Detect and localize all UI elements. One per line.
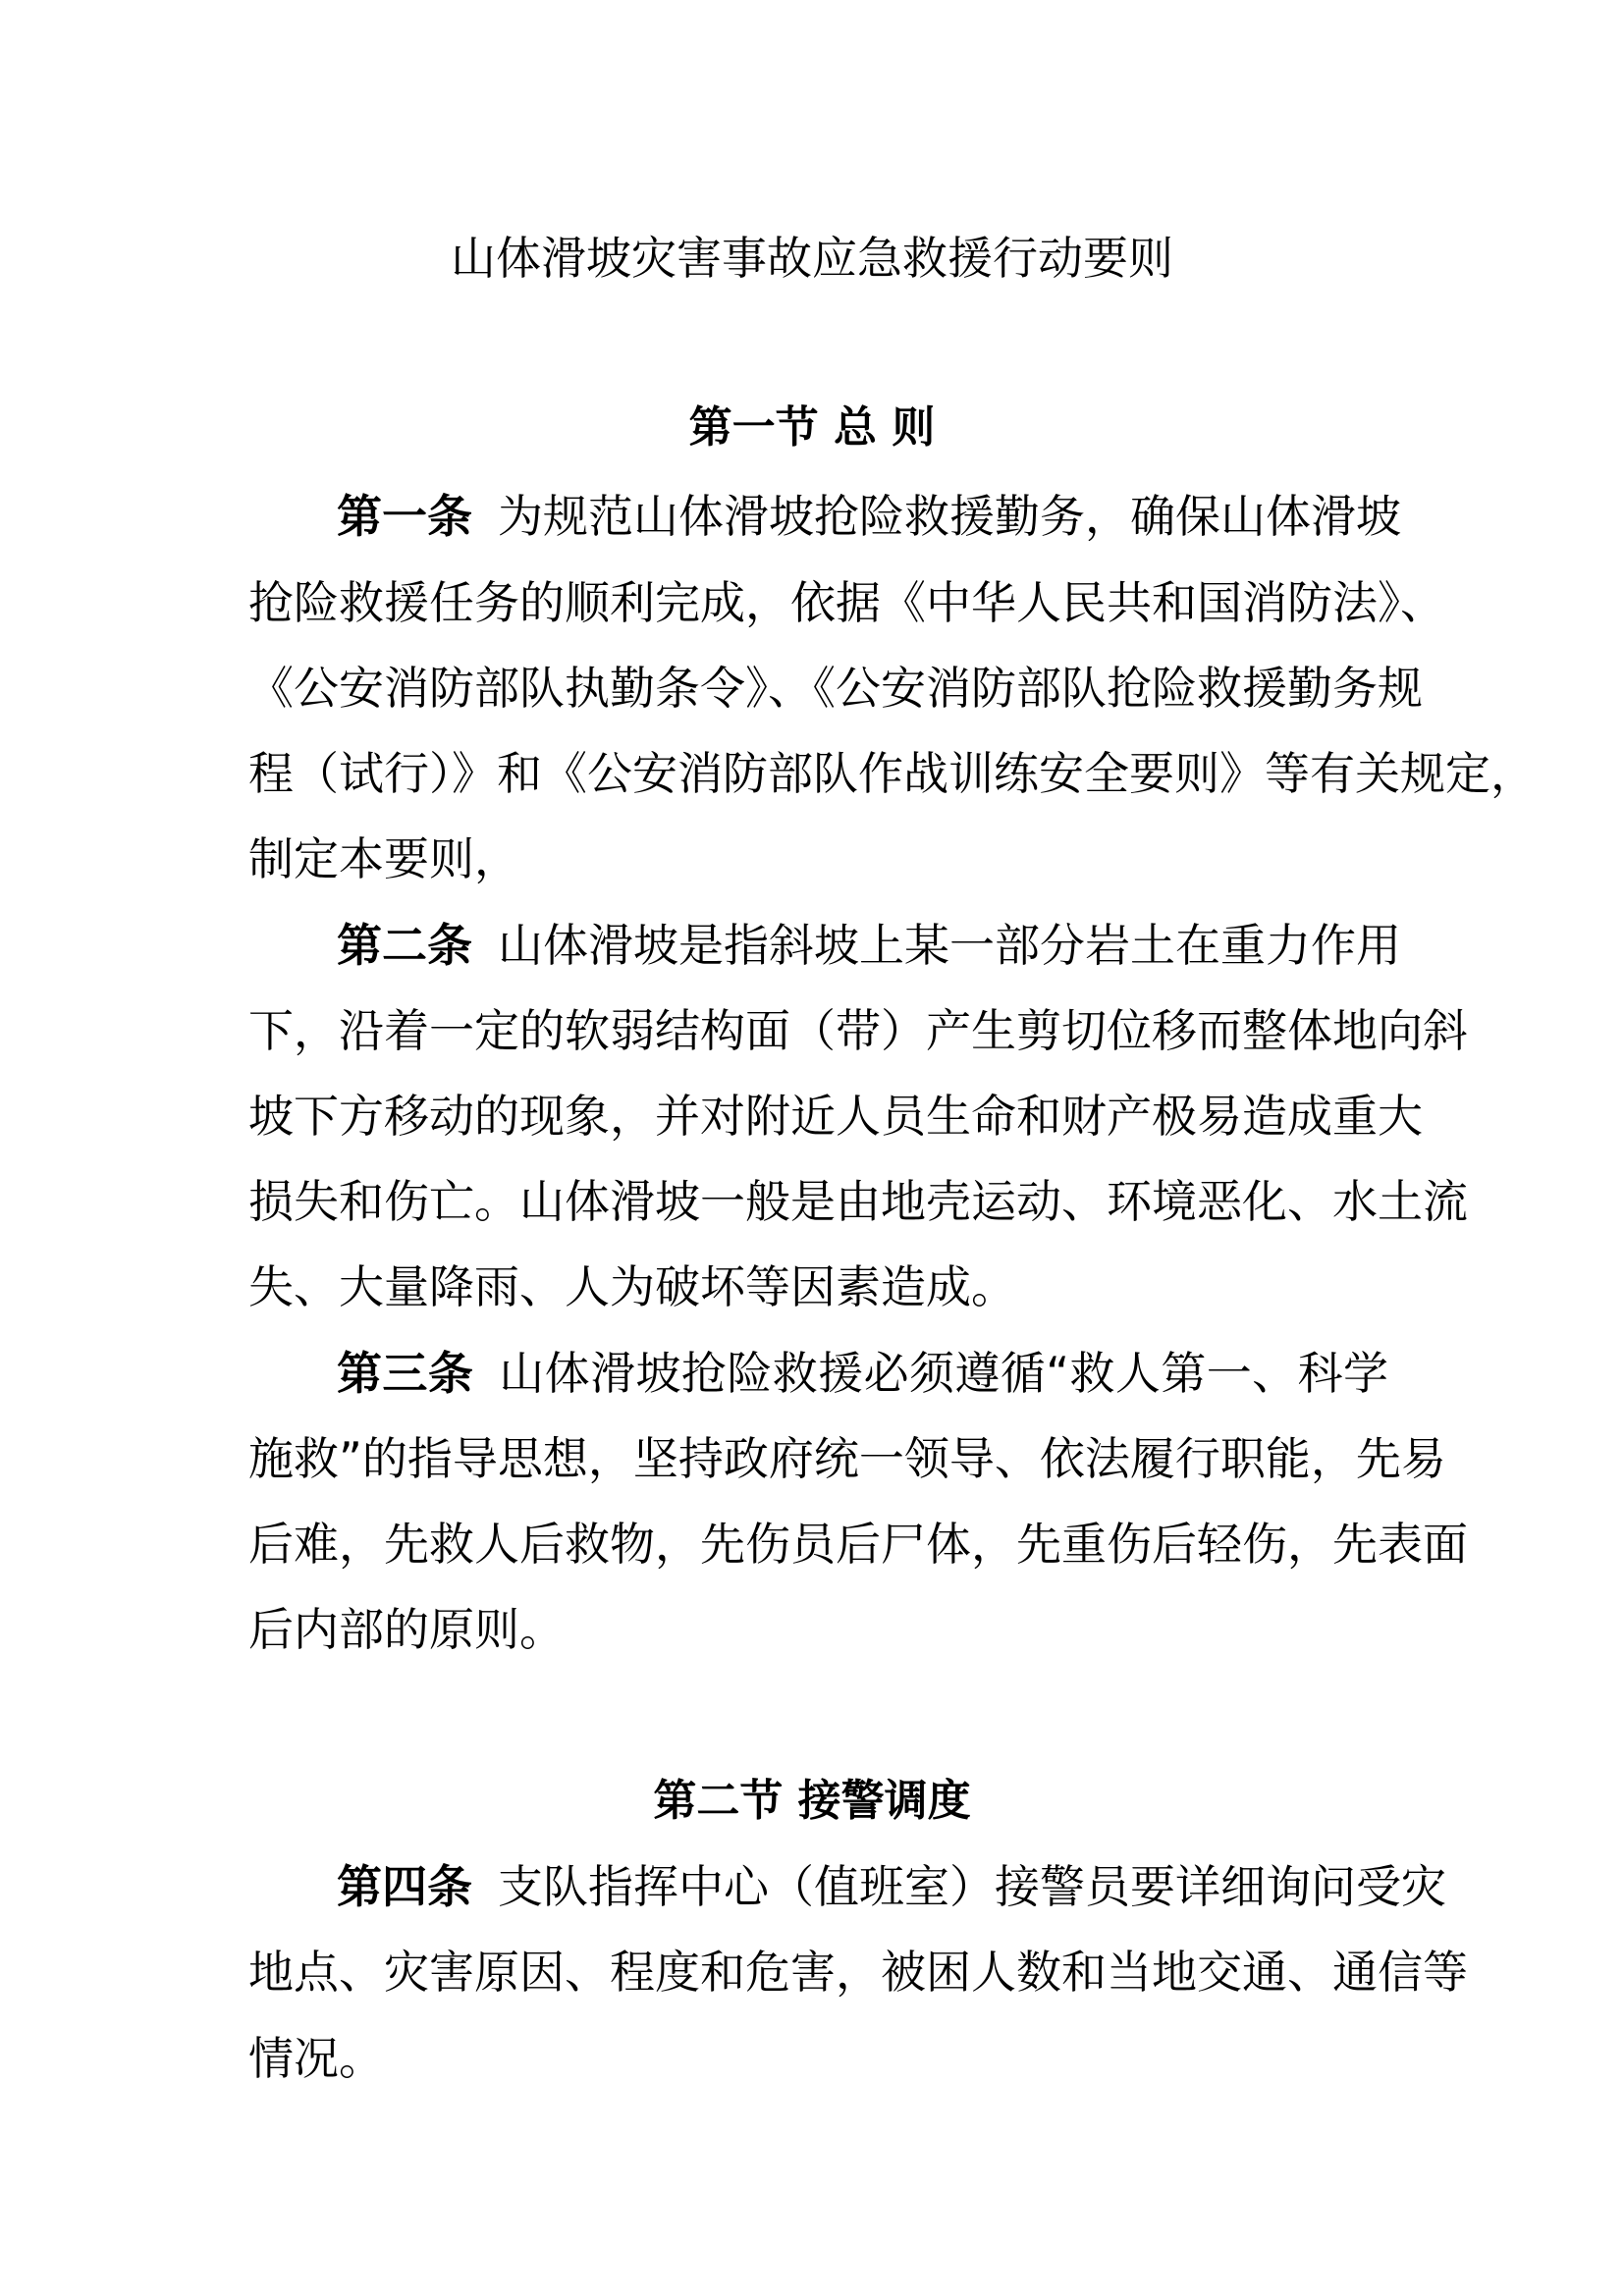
article-1-line-5: 制定本要则， <box>248 832 519 885</box>
article-3-line-2: 施救”的指导思想，坚持政府统一领导、依法履行职能，先易 <box>248 1432 1446 1485</box>
article-4-line-3: 情况。 <box>248 2032 384 2085</box>
article-label: 第四条 <box>337 1860 472 1913</box>
article-text: 支队指挥中心（值班室）接警员要详细询问受灾 <box>498 1860 1446 1913</box>
article-label: 第二条 <box>337 919 472 972</box>
article-label: 第一条 <box>337 490 472 543</box>
article-2-line-1 <box>337 916 1401 975</box>
article-3-line-1 <box>337 1344 1388 1403</box>
article-4-line-2: 地点、灾害原因、程度和危害，被困人数和当地交通、通信等 <box>248 1946 1468 1999</box>
article-1-line-3: 《公安消防部队执勤条令》、《公安消防部队抢险救援勤务规 <box>248 662 1423 715</box>
article-1-line-2: 抢险救援任务的顺利完成，依据《中华人民共和国消防法》、 <box>248 576 1445 629</box>
section-heading-1: 第一节 总 则 <box>688 402 936 453</box>
article-text: 山体滑坡抢险救援必须遵循“救人第一、科学 <box>499 1347 1388 1400</box>
article-3-line-3: 后难，先救人后救物，先伤员后尸体，先重伤后轻伤，先表面 <box>248 1518 1468 1571</box>
article-1-line-1 <box>337 487 1401 546</box>
article-1-line-4: 程（试行）》和《公安消防部队作战训练安全要则》等有关规定， <box>248 747 1536 800</box>
article-4-line-1 <box>337 1857 1446 1916</box>
article-2-line-3: 坡下方移动的现象，并对附近人员生命和财产极易造成重大 <box>248 1090 1423 1143</box>
article-2-line-5: 失、大量降雨、人为破坏等因素造成。 <box>248 1260 1016 1313</box>
section-heading-2: 第二节 接警调度 <box>653 1776 971 1826</box>
article-2-line-4: 损失和伤亡。山体滑坡一般是由地壳运动、环境恶化、水土流 <box>248 1175 1468 1228</box>
article-3-line-4: 后内部的原则。 <box>248 1603 565 1656</box>
article-label: 第三条 <box>337 1347 474 1400</box>
article-text: 山体滑坡是指斜坡上某一部分岩土在重力作用 <box>498 919 1401 972</box>
article-2-line-2: 下，沿着一定的软弱结构面（带）产生剪切位移而整体地向斜 <box>248 1004 1468 1057</box>
article-text: 为规范山体滑坡抢险救援勤务，确保山体滑坡 <box>498 490 1401 543</box>
document-title: 山体滑坡灾害事故应急救援行动要则 <box>451 232 1173 285</box>
